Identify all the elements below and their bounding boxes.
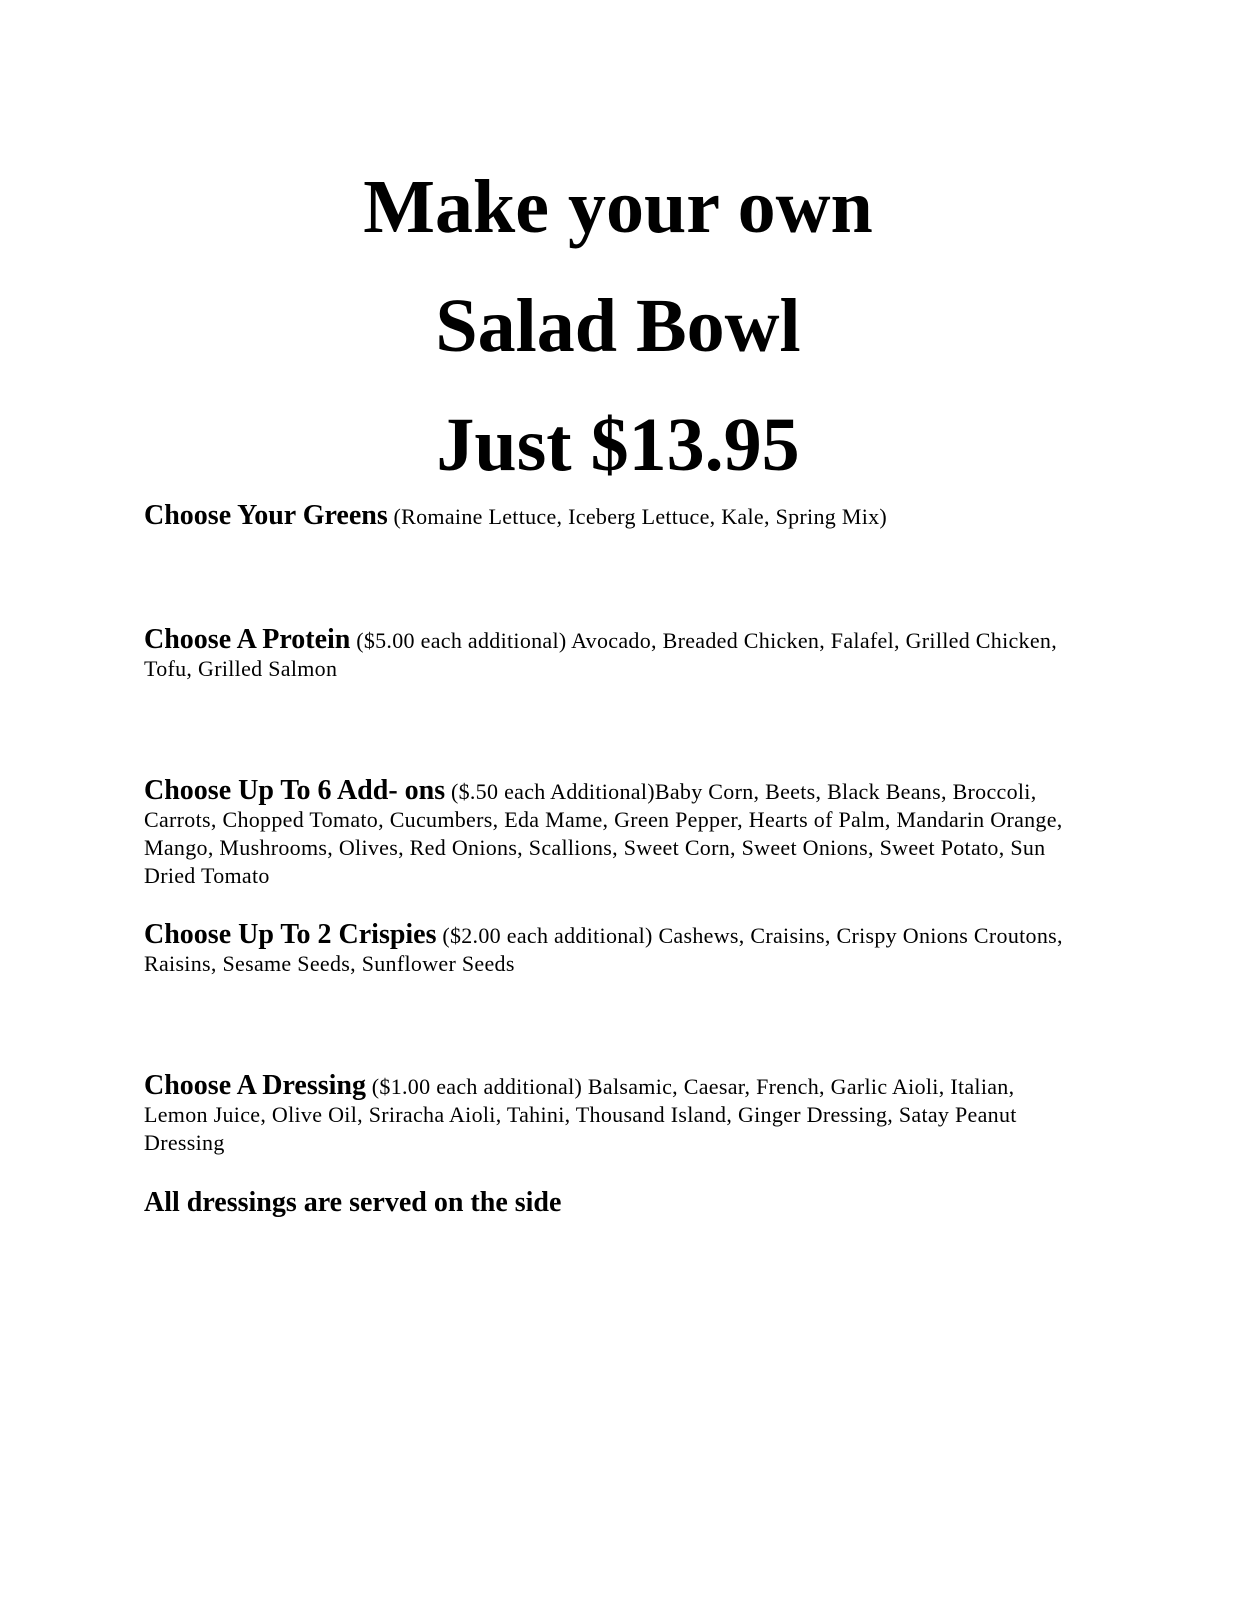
section-heading: Choose Your Greens: [144, 500, 388, 531]
section-options: ($.50 each Additional)Baby Corn, Beets, Black Beans, Broccoli, Carrots, Chopped Tomato, Cucumbers, Eda Mame, Green Pepper, Hearts of Palm, Mandarin Orange, Mango, Mushrooms, Olives, Red Onions, Scallions, Sweet Corn, Sweet Onions, Sweet Potato, Sun Dried Tomato: [144, 779, 1063, 888]
section-dressing: [144, 1072, 1084, 1157]
title-line-2: Salad Bowl: [435, 284, 801, 368]
section-add-ons: [144, 777, 1084, 890]
price-line: Just $13.95: [436, 403, 800, 487]
section-options: (Romaine Lettuce, Iceberg Lettuce, Kale, Spring Mix): [393, 504, 888, 529]
section-protein: [144, 626, 1084, 683]
dressing-note: All dressings are served on the side: [144, 1187, 562, 1218]
section-greens: [144, 502, 1084, 531]
section-heading: Choose A Protein: [144, 624, 351, 655]
section-options: ($1.00 each additional) Balsamic, Caesar, French, Garlic Aioli, Italian, Lemon Juice, Olive Oil, Sriracha Aioli, Tahini, Thousand Island, Ginger Dressing, Satay Peanut Dressing: [144, 1074, 1017, 1155]
menu-title: [0, 148, 1236, 505]
section-heading: Choose Up To 6 Add- ons: [144, 775, 446, 806]
title-line-1: Make your own: [363, 165, 873, 249]
section-heading: Choose Up To 2 Crispies: [144, 919, 437, 950]
section-heading: Choose A Dressing: [144, 1070, 366, 1101]
section-options: ($2.00 each additional) Cashews, Craisins, Crispy Onions Croutons, Raisins, Sesame Seeds, Sunflower Seeds: [144, 923, 1063, 976]
section-crispies: [144, 921, 1084, 978]
section-options: ($5.00 each additional) Avocado, Breaded Chicken, Falafel, Grilled Chicken, Tofu, Grilled Salmon: [144, 628, 1058, 681]
